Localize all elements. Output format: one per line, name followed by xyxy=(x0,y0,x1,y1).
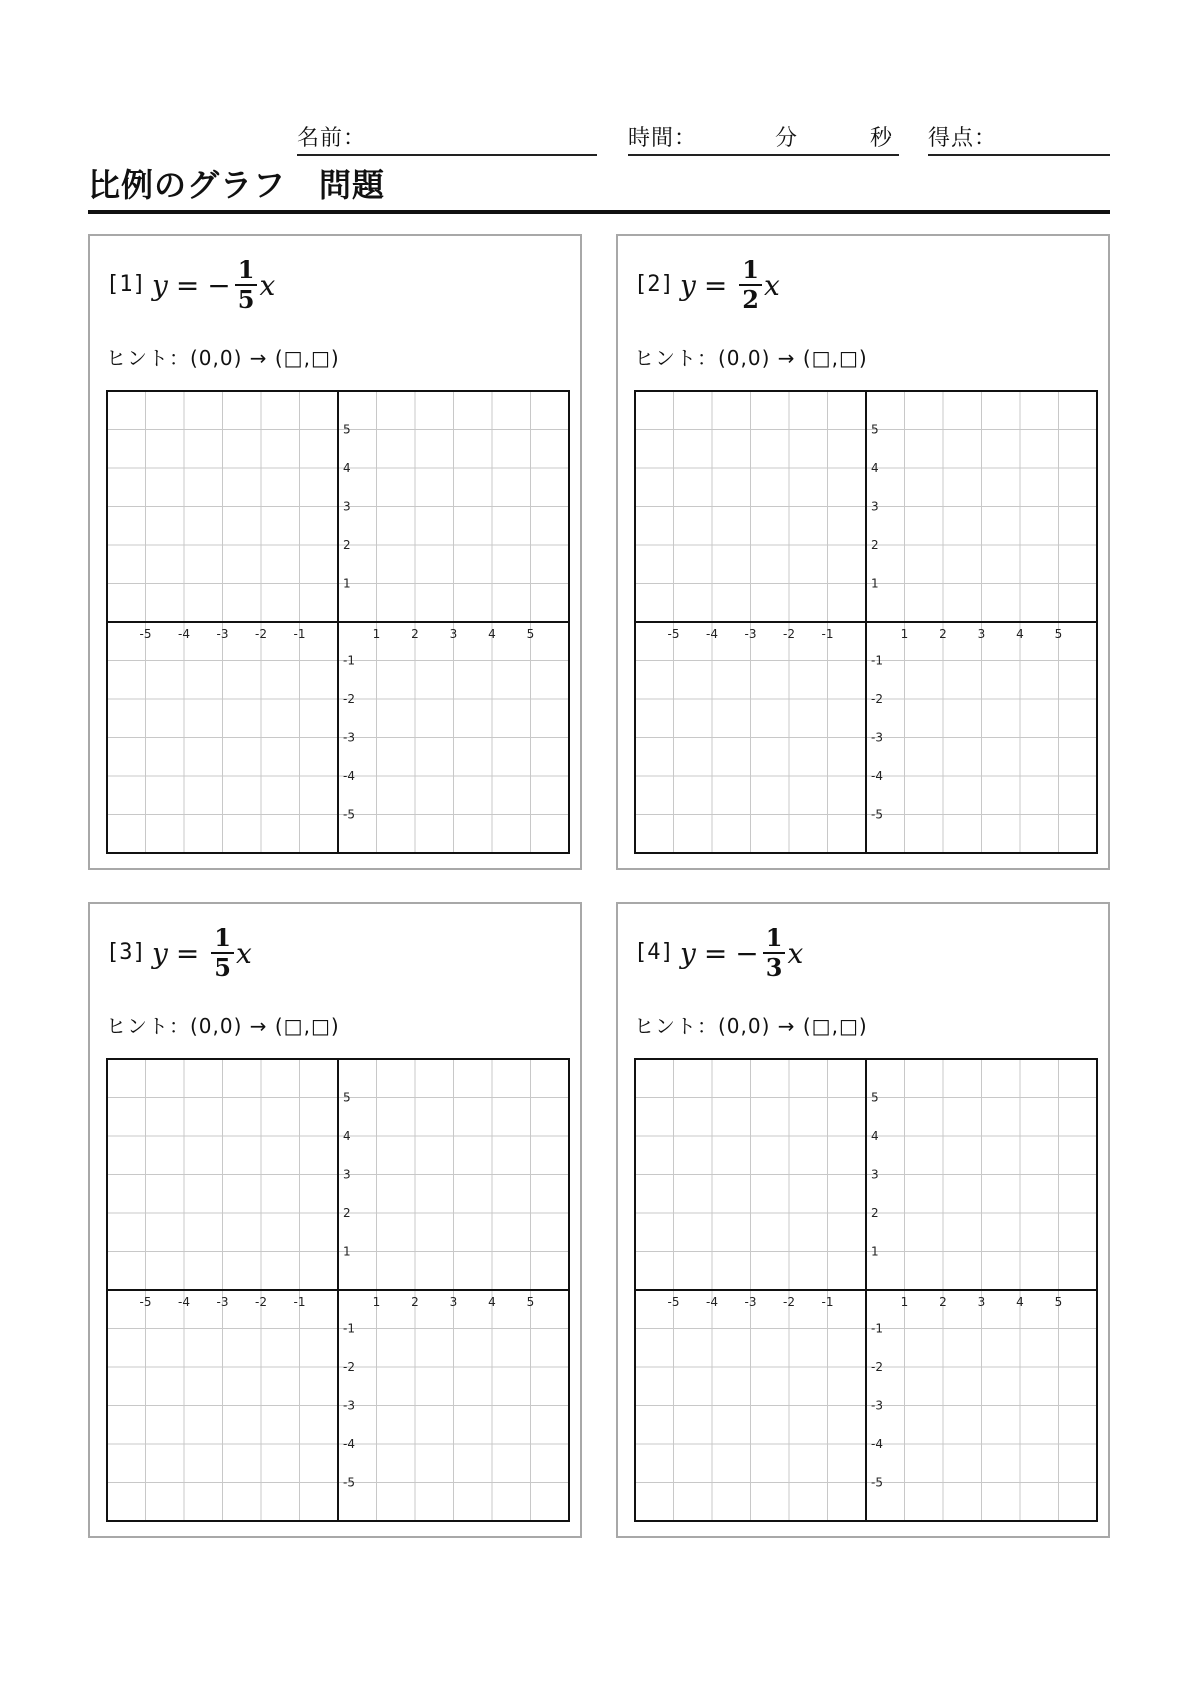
coordinate-grid[interactable] xyxy=(106,390,570,854)
equation xyxy=(152,250,275,320)
y-tick-label: -1 xyxy=(871,1321,883,1336)
minus-sign: − xyxy=(735,936,759,970)
x-tick-label: 2 xyxy=(939,1295,947,1309)
problem-label: [1] xyxy=(106,272,146,297)
x-tick-label: 5 xyxy=(526,627,535,641)
x-tick-label: 1 xyxy=(372,627,381,641)
x-tick-label: -5 xyxy=(139,627,152,641)
y-tick-label: 5 xyxy=(871,422,879,437)
x-tick-label: -5 xyxy=(667,1295,680,1309)
y-tick-label: -2 xyxy=(343,1360,355,1374)
x-tick-label: 1 xyxy=(900,1295,909,1309)
equation-variable: x xyxy=(764,268,780,302)
x-tick-label: -1 xyxy=(293,1295,306,1309)
y-tick-label: 2 xyxy=(343,538,351,552)
x-tick-label: 3 xyxy=(449,627,458,641)
equation-variable: x xyxy=(259,268,276,302)
coordinate-grid[interactable] xyxy=(634,1058,1098,1522)
y-tick-label: -1 xyxy=(871,653,883,668)
seconds-label: 秒 xyxy=(870,126,894,151)
y-tick-label: 5 xyxy=(343,1090,351,1105)
x-tick-label: -3 xyxy=(216,1295,229,1309)
hint-text: ヒント：(0,0) → (□,□) xyxy=(634,346,868,370)
y-tick-label: 3 xyxy=(343,499,351,514)
y-tick-label: -5 xyxy=(871,1475,883,1490)
fraction xyxy=(739,256,762,314)
x-tick-label: 1 xyxy=(900,627,909,641)
y-tick-label: -3 xyxy=(871,730,883,745)
fraction-numerator: 1 xyxy=(765,923,783,952)
y-tick-label: -4 xyxy=(871,769,883,783)
y-tick-label: 2 xyxy=(343,1206,351,1220)
coordinate-grid[interactable] xyxy=(106,1058,570,1522)
problem-card-3 xyxy=(88,902,582,1538)
y-tick-label: -4 xyxy=(343,1437,355,1451)
y-tick-label: 3 xyxy=(343,1167,351,1182)
x-tick-label: -3 xyxy=(216,627,229,641)
x-tick-label: -5 xyxy=(139,1295,152,1309)
y-tick-label: -3 xyxy=(343,730,355,745)
equals-sign: = xyxy=(703,936,728,970)
fraction-denominator: 5 xyxy=(237,285,255,314)
equation-lhs: y xyxy=(680,268,696,302)
fraction xyxy=(235,256,258,314)
x-tick-label: 5 xyxy=(1054,627,1063,641)
equation-lhs: y xyxy=(680,936,696,970)
header-fields xyxy=(0,124,1189,158)
equation xyxy=(680,918,803,988)
score-label: 得点： xyxy=(928,126,998,151)
y-tick-label: -3 xyxy=(871,1398,883,1413)
equals-sign: = xyxy=(175,268,200,302)
fraction xyxy=(211,924,234,982)
time-field[interactable] xyxy=(628,124,899,156)
problem-label: [4] xyxy=(634,940,674,965)
y-tick-label: 1 xyxy=(343,1244,351,1259)
fraction-denominator: 2 xyxy=(742,285,759,314)
name-field[interactable] xyxy=(297,124,597,156)
x-tick-label: -4 xyxy=(178,1295,190,1309)
y-tick-label: -1 xyxy=(343,1321,355,1336)
y-tick-label: 4 xyxy=(871,461,879,475)
x-tick-label: 2 xyxy=(411,627,419,641)
x-tick-label: -5 xyxy=(667,627,680,641)
equation xyxy=(152,918,252,988)
problem-label: [3] xyxy=(106,940,146,965)
coordinate-grid[interactable] xyxy=(634,390,1098,854)
y-tick-label: -5 xyxy=(871,807,883,822)
x-tick-label: -2 xyxy=(783,627,795,641)
problem-card-2 xyxy=(616,234,1110,870)
x-tick-label: -3 xyxy=(744,627,757,641)
hint-text: ヒント：(0,0) → (□,□) xyxy=(106,346,340,370)
fraction-denominator: 5 xyxy=(214,953,231,982)
hint-text: ヒント：(0,0) → (□,□) xyxy=(106,1014,340,1038)
equals-sign: = xyxy=(175,936,200,970)
x-tick-label: 2 xyxy=(411,1295,419,1309)
x-tick-label: 1 xyxy=(372,1295,381,1309)
y-tick-label: -2 xyxy=(871,1360,883,1374)
x-tick-label: -2 xyxy=(255,1295,267,1309)
x-tick-label: -2 xyxy=(783,1295,795,1309)
x-tick-label: 3 xyxy=(977,627,986,641)
y-tick-label: 3 xyxy=(871,1167,879,1182)
x-tick-label: 3 xyxy=(977,1295,986,1309)
x-tick-label: -4 xyxy=(178,627,190,641)
equation-variable: x xyxy=(236,936,252,970)
title-rule xyxy=(88,210,1110,214)
x-tick-label: 4 xyxy=(1016,627,1024,641)
x-tick-label: 2 xyxy=(939,627,947,641)
y-tick-label: 2 xyxy=(871,538,879,552)
x-tick-label: 4 xyxy=(1016,1295,1024,1309)
problem-card-1 xyxy=(88,234,582,870)
equation-lhs: y xyxy=(152,268,168,302)
y-tick-label: -2 xyxy=(343,692,355,706)
y-tick-label: -1 xyxy=(343,653,355,668)
y-tick-label: 4 xyxy=(871,1129,879,1143)
fraction-numerator: 1 xyxy=(742,255,759,284)
problem-label: [2] xyxy=(634,272,674,297)
x-tick-label: -1 xyxy=(293,627,306,641)
y-tick-label: 4 xyxy=(343,1129,351,1143)
x-tick-label: 5 xyxy=(1054,1295,1063,1309)
fraction-numerator: 1 xyxy=(237,255,255,284)
minutes-label: 分 xyxy=(775,126,799,151)
equation xyxy=(680,250,780,320)
y-tick-label: 3 xyxy=(871,499,879,514)
x-tick-label: 3 xyxy=(449,1295,458,1309)
y-tick-label: 1 xyxy=(871,1244,879,1259)
fraction-numerator: 1 xyxy=(214,923,231,952)
y-tick-label: 5 xyxy=(343,422,351,437)
x-tick-label: 4 xyxy=(488,1295,496,1309)
x-tick-label: 5 xyxy=(526,1295,535,1309)
x-tick-label: -4 xyxy=(706,1295,718,1309)
x-tick-label: -3 xyxy=(744,1295,757,1309)
equation-variable: x xyxy=(787,936,804,970)
y-tick-label: -4 xyxy=(343,769,355,783)
y-tick-label: -5 xyxy=(343,807,355,822)
y-tick-label: 1 xyxy=(343,576,351,591)
hint-text: ヒント：(0,0) → (□,□) xyxy=(634,1014,868,1038)
score-field[interactable] xyxy=(928,124,1110,156)
y-tick-label: -3 xyxy=(343,1398,355,1413)
time-label: 時間： xyxy=(628,126,698,151)
x-tick-label: -1 xyxy=(821,627,834,641)
y-tick-label: 5 xyxy=(871,1090,879,1105)
fraction-denominator: 3 xyxy=(765,953,783,982)
y-tick-label: 2 xyxy=(871,1206,879,1220)
y-tick-label: 4 xyxy=(343,461,351,475)
y-tick-label: 1 xyxy=(871,576,879,591)
minus-sign: − xyxy=(207,268,231,302)
x-tick-label: -1 xyxy=(821,1295,834,1309)
x-tick-label: -2 xyxy=(255,627,267,641)
x-tick-label: -4 xyxy=(706,627,718,641)
x-tick-label: 4 xyxy=(488,627,496,641)
page-title: 比例のグラフ 問題 xyxy=(88,166,386,204)
fraction xyxy=(763,924,786,982)
equation-lhs: y xyxy=(152,936,168,970)
y-tick-label: -5 xyxy=(343,1475,355,1490)
equals-sign: = xyxy=(703,268,728,302)
name-label: 名前： xyxy=(297,126,367,151)
problem-card-4 xyxy=(616,902,1110,1538)
y-tick-label: -2 xyxy=(871,692,883,706)
y-tick-label: -4 xyxy=(871,1437,883,1451)
